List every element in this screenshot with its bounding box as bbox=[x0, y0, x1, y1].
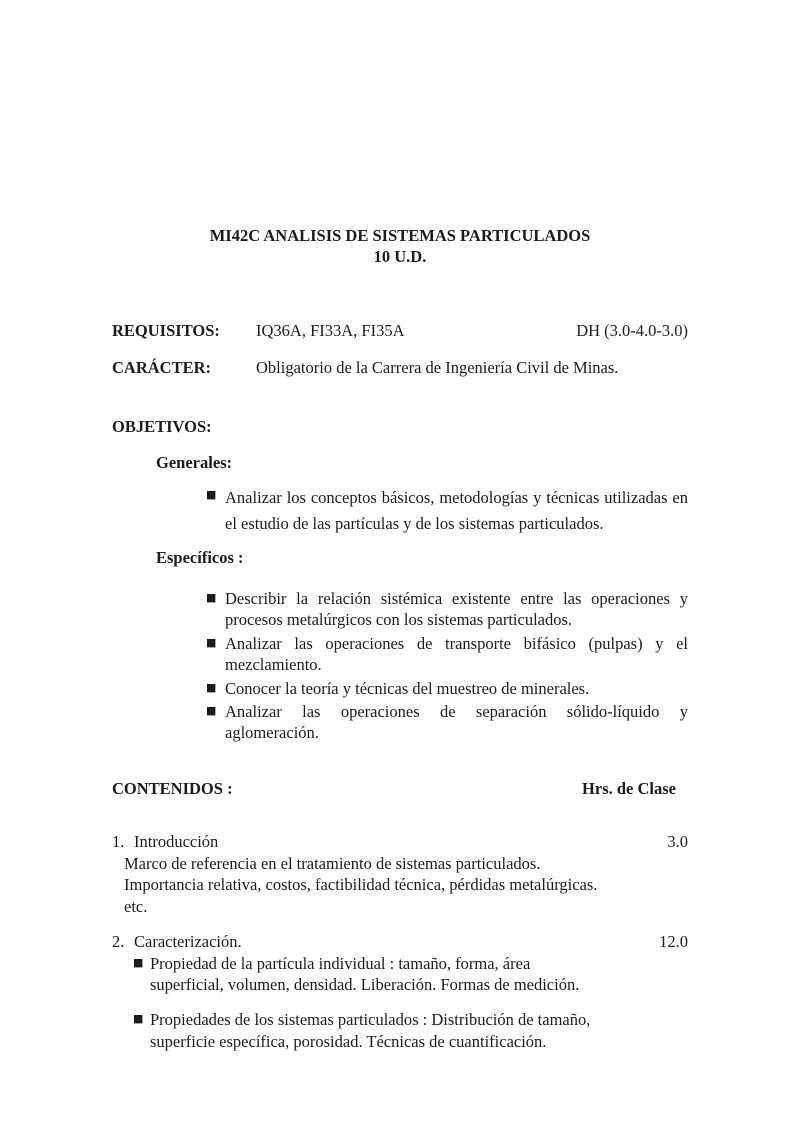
list-item bbox=[206, 633, 688, 676]
list-item bbox=[206, 701, 688, 744]
page-title: MI42C ANALISIS DE SISTEMAS PARTICULADOS bbox=[209, 226, 591, 245]
section-heading-row bbox=[112, 831, 688, 852]
bullet-text: Propiedades de los sistemas particulados : Distribución de tamaño, superficie específica, porosidad. Técnicas de cuantificación. bbox=[150, 1010, 591, 1051]
contenidos-heading: CONTENIDOS : bbox=[112, 778, 233, 798]
caracter-value: Obligatorio de la Carrera de Ingeniería Civil de Minas. bbox=[256, 358, 619, 378]
bullet-text: Analizar los conceptos básicos, metodologías y técnicas utilizadas en el estudio de las partículas y de los sistemas particulados. bbox=[225, 487, 688, 534]
section-number: 1. bbox=[112, 832, 125, 852]
section-hours: 3.0 bbox=[667, 832, 688, 852]
section-description: Marco de referencia en el tratamiento de sistemas particulados. Importancia relativa, costos, factibilidad técnica, pérdidas metalúrgicas. etc. bbox=[124, 853, 598, 916]
bullet-square-icon: ■ bbox=[206, 680, 217, 694]
generales-list bbox=[112, 485, 688, 538]
section-heading-row bbox=[112, 931, 688, 952]
especificos-list bbox=[112, 588, 688, 744]
page-subtitle: 10 U.D. bbox=[373, 247, 427, 267]
bullet-square-icon: ■ bbox=[206, 590, 217, 604]
bullet-text: Propiedad de la partícula individual : tamaño, forma, área superficial, volumen, densidad. Liberación. Formas de medición. bbox=[150, 953, 580, 994]
list-item bbox=[206, 678, 688, 699]
especificos-heading: Específicos : bbox=[156, 548, 244, 568]
list-item bbox=[133, 1009, 688, 1052]
bullet-text: Conocer la teoría y técnicas del muestreo de minerales. bbox=[225, 678, 590, 698]
contenidos-header-row bbox=[112, 778, 688, 799]
section-hours: 12.0 bbox=[659, 932, 688, 952]
section-bullet-list bbox=[112, 953, 688, 1053]
bullet-square-icon: ■ bbox=[206, 487, 217, 501]
requisitos-dh-value: DH (3.0-4.0-3.0) bbox=[576, 320, 688, 340]
section-number: 2. bbox=[112, 932, 125, 952]
requisitos-label: REQUISITOS: bbox=[112, 320, 220, 340]
bullet-square-icon: ■ bbox=[206, 635, 217, 649]
hours-column-header: Hrs. de Clase bbox=[582, 778, 676, 798]
list-item bbox=[206, 588, 688, 631]
requisitos-value: IQ36A, FI33A, FI35A bbox=[256, 320, 405, 340]
bullet-square-icon: ■ bbox=[206, 704, 217, 718]
bullet-text: Describir la relación sistémica existente entre las operaciones y procesos metalúrgicos con los sistemas particulados. bbox=[225, 588, 688, 630]
content-section bbox=[112, 931, 688, 1052]
list-item bbox=[133, 953, 688, 996]
generales-heading: Generales: bbox=[156, 453, 233, 473]
requisitos-row bbox=[112, 320, 688, 341]
bullet-text: Analizar las operaciones de separación sólido-líquido y aglomeración. bbox=[225, 702, 688, 743]
section-title: Caracterización. bbox=[134, 932, 242, 952]
bullet-square-icon: ■ bbox=[133, 1012, 144, 1026]
section-title: Introducción bbox=[134, 832, 219, 852]
content-section bbox=[112, 831, 688, 917]
list-item bbox=[206, 485, 688, 538]
objetivos-heading: OBJETIVOS: bbox=[112, 416, 212, 436]
bullet-text: Analizar las operaciones de transporte bifásico (pulpas) y el mezclamiento. bbox=[225, 633, 688, 675]
caracter-label: CARÁCTER: bbox=[112, 358, 211, 378]
bullet-square-icon: ■ bbox=[133, 955, 144, 969]
caracter-row bbox=[112, 357, 688, 378]
